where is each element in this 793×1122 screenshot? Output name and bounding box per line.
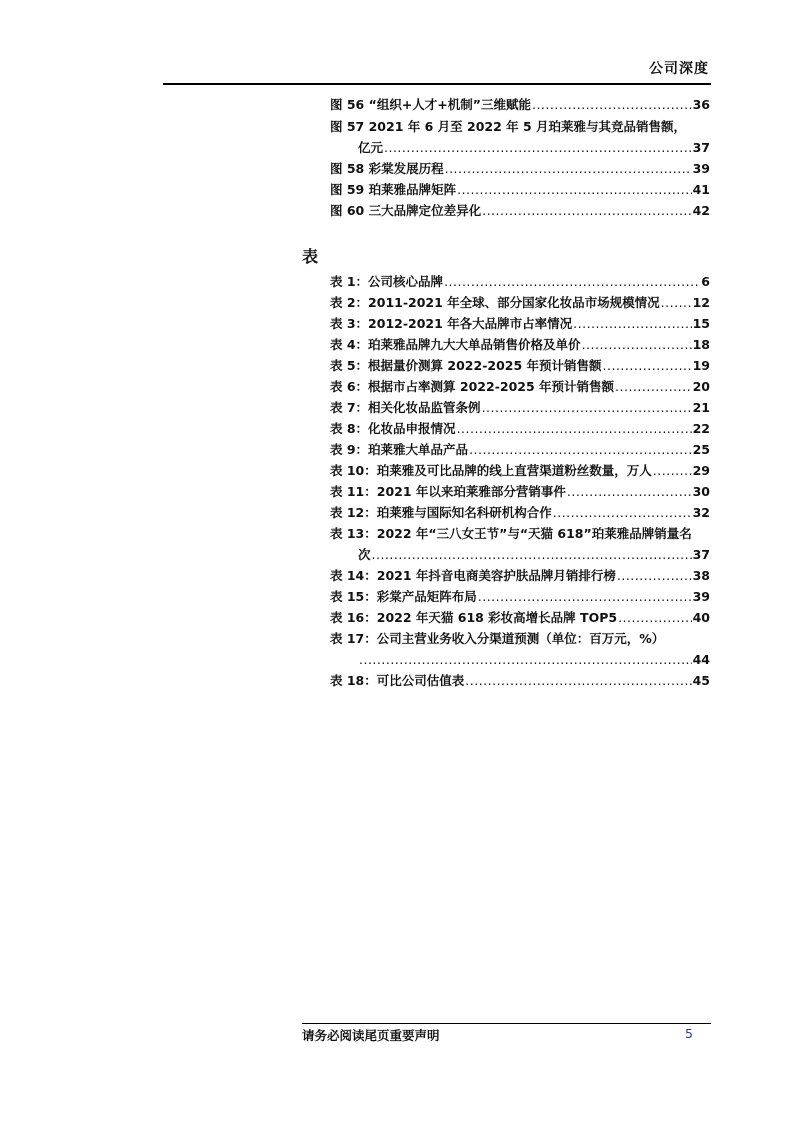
toc-entry-label: 表 17：公司主营业务收入分渠道预测（单位：百万元，%）	[330, 631, 665, 646]
dot-leader	[372, 546, 692, 564]
dot-leader	[465, 672, 691, 690]
dot-leader	[617, 567, 692, 585]
toc-entry-label: 表 2：2011-2021 年全球、部分国家化妆品市场规模情况	[330, 295, 660, 310]
dot-leader	[457, 420, 692, 438]
footer-disclaimer: 请务必阅读尾页重要声明	[302, 1028, 440, 1043]
dot-leader	[478, 588, 692, 606]
dot-leader	[469, 441, 692, 459]
dot-leader	[582, 336, 692, 354]
dot-leader	[553, 504, 692, 522]
toc-entry-label: 表 14：2021 年抖音电商美容护肤品牌月销排行榜	[330, 568, 616, 583]
dot-leader	[573, 315, 691, 333]
toc-entry[interactable]	[330, 181, 710, 199]
dot-leader	[359, 651, 692, 669]
dot-leader	[482, 202, 691, 220]
toc-entry-page: 25	[692, 442, 710, 457]
toc-entry-label: 表 1：公司核心品牌	[330, 274, 444, 289]
toc-entry[interactable]	[330, 336, 710, 354]
toc-entry-label: 亿元	[358, 140, 384, 155]
toc-entry-page: 29	[692, 463, 710, 478]
header-divider	[163, 83, 711, 85]
dot-leader	[567, 483, 692, 501]
toc-entry-page: 37	[692, 140, 710, 155]
toc-entry[interactable]	[330, 273, 710, 291]
dot-leader	[444, 273, 700, 291]
toc-entry-page: 21	[692, 400, 710, 415]
toc-entry[interactable]	[358, 546, 710, 564]
toc-entry-page: 41	[692, 182, 710, 197]
toc-entry[interactable]	[330, 504, 710, 522]
toc-entry-label: 表 3：2012-2021 年各大品牌市占率情况	[330, 316, 573, 331]
toc-entry-label: 表 7：相关化妆品监管条例	[330, 400, 481, 415]
dot-leader	[615, 378, 692, 396]
dot-leader	[445, 160, 692, 178]
toc-entry-page: 38	[692, 568, 710, 583]
toc-entry[interactable]	[330, 588, 710, 606]
toc-entry[interactable]	[330, 672, 710, 690]
toc-entry[interactable]	[330, 420, 710, 438]
dot-leader	[618, 609, 692, 627]
toc-entry-page: 15	[692, 316, 710, 331]
toc-entry[interactable]	[330, 483, 710, 501]
toc-entry-page: 39	[692, 589, 710, 604]
toc-entry-page: 39	[692, 161, 710, 176]
toc-entry-label: 表 12：珀莱雅与国际知名科研机构合作	[330, 505, 552, 520]
toc-entry-page: 37	[692, 547, 710, 562]
dot-leader	[661, 294, 692, 312]
toc-entry[interactable]	[330, 630, 710, 648]
toc-entry[interactable]	[330, 462, 710, 480]
toc-entry[interactable]	[330, 399, 710, 417]
toc-entry[interactable]	[330, 525, 710, 543]
toc-entry[interactable]	[358, 651, 710, 669]
toc-entry[interactable]	[330, 160, 710, 178]
toc-entry-label: 表 6：根据市占率测算 2022-2025 年预计销售额	[330, 379, 615, 394]
toc-entry-page: 20	[692, 379, 710, 394]
toc-entry-page: 40	[692, 610, 710, 625]
toc-entry-label: 表 8：化妆品申报情况	[330, 421, 456, 436]
toc-entry-label: 图 59 珀莱雅品牌矩阵	[330, 182, 457, 197]
toc-entry[interactable]	[330, 378, 710, 396]
toc-entry-page: 6	[701, 274, 710, 289]
toc-entry-page: 22	[692, 421, 710, 436]
toc-entry-page: 18	[692, 337, 710, 352]
toc-entry-label: 表 4：珀莱雅品牌九大大单品销售价格及单价	[330, 337, 581, 352]
toc-entry-page: 30	[692, 484, 710, 499]
toc-entry[interactable]	[330, 609, 710, 627]
dot-leader	[482, 399, 692, 417]
toc-entry-label: 表 11：2021 年以来珀莱雅部分营销事件	[330, 484, 566, 499]
toc-entry-page: 45	[692, 673, 710, 688]
toc-entry-label: 表 18：可比公司估值表	[330, 673, 465, 688]
page-number: 5	[685, 1026, 693, 1041]
toc-entry-page: 42	[692, 203, 710, 218]
tables-section-heading: 表	[302, 247, 319, 266]
toc-entry[interactable]	[330, 357, 710, 375]
toc-entry-page: 36	[692, 97, 710, 112]
toc-entry-label: 表 13：2022 年“三八女王节”与“天猫 618”珀莱雅品牌销量名	[330, 526, 692, 541]
toc-entry-label: 图 56 “组织+人才+机制”三维赋能	[330, 97, 531, 112]
dot-leader	[653, 462, 692, 480]
toc-entry-page: 19	[692, 358, 710, 373]
toc-entry-page: 32	[692, 505, 710, 520]
toc-entry[interactable]	[330, 315, 710, 333]
toc-entry-label: 表 9：珀莱雅大单品产品	[330, 442, 469, 457]
toc-entry-label: 表 5：根据量价测算 2022-2025 年预计销售额	[330, 358, 602, 373]
toc-entry-page: 12	[692, 295, 710, 310]
toc-entry-label: 图 58 彩棠发展历程	[330, 161, 444, 176]
dot-leader	[532, 96, 692, 114]
toc-entry[interactable]	[330, 202, 710, 220]
toc-entry-page: 44	[692, 652, 710, 667]
footer-divider	[302, 1023, 711, 1024]
dot-leader	[603, 357, 692, 375]
toc-entry[interactable]	[358, 139, 710, 157]
toc-entry-label: 次	[358, 547, 371, 562]
page-header-title: 公司深度	[649, 61, 709, 77]
toc-entry[interactable]	[330, 96, 710, 114]
toc-entry-label: 表 10：珀莱雅及可比品牌的线上直营渠道粉丝数量，万人	[330, 463, 652, 478]
toc-entry-label: 表 15：彩棠产品矩阵布局	[330, 589, 477, 604]
dot-leader	[384, 139, 692, 157]
toc-entry-label: 图 57 2021 年 6 月至 2022 年 5 月珀莱雅与其竞品销售额，	[330, 119, 687, 134]
toc-entry[interactable]	[330, 567, 710, 585]
toc-entry[interactable]	[330, 294, 710, 312]
toc-entry[interactable]	[330, 118, 710, 136]
toc-entry[interactable]	[330, 441, 710, 459]
dot-leader	[457, 181, 691, 199]
toc-entry-label: 表 16：2022 年天猫 618 彩妆高增长品牌 TOP5	[330, 610, 618, 625]
toc-entry-label: 图 60 三大品牌定位差异化	[330, 203, 482, 218]
